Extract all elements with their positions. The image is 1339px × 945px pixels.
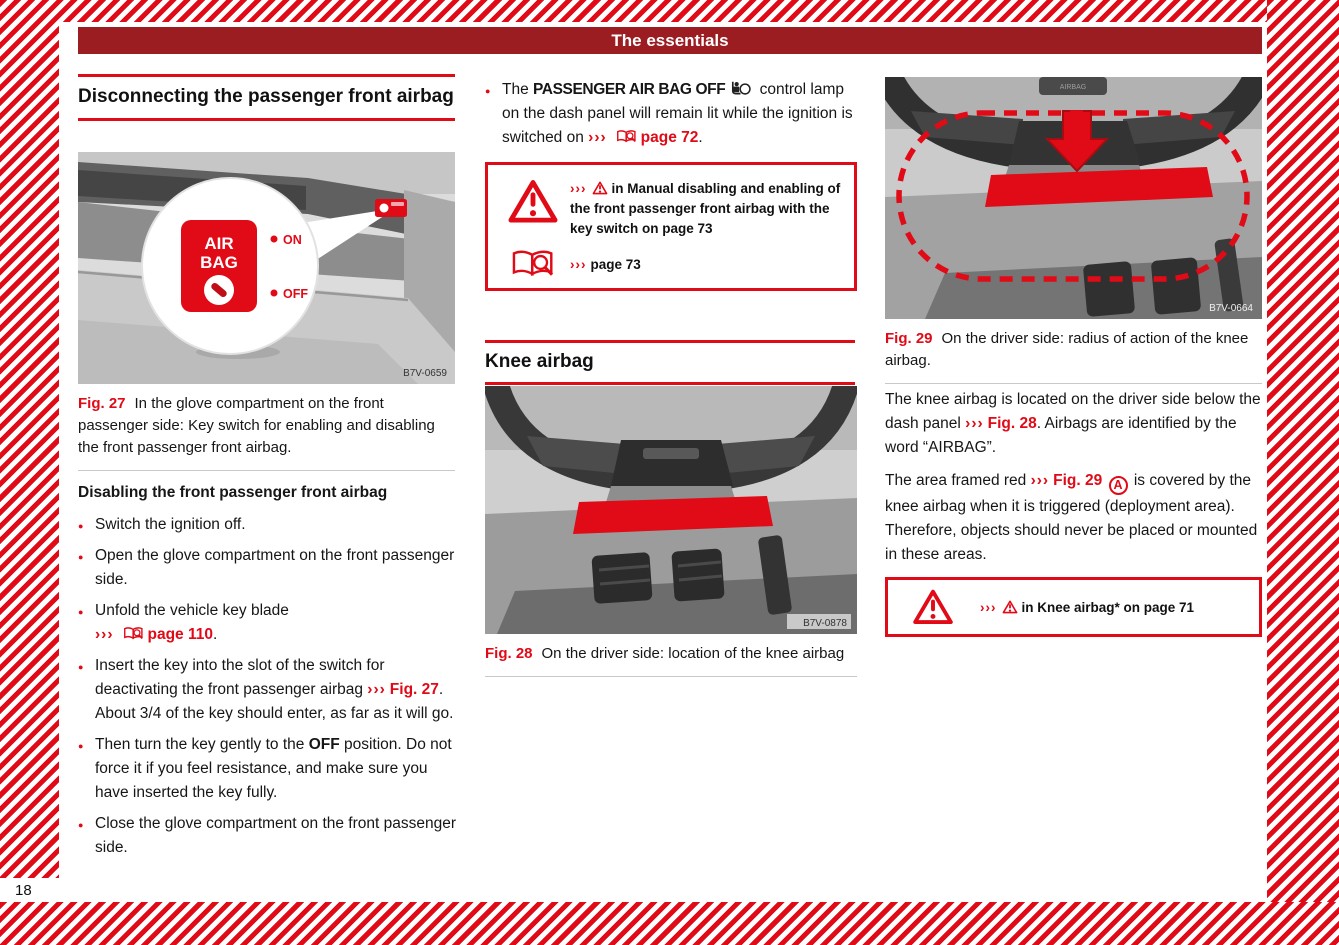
area-marker-a-icon: A xyxy=(1109,476,1128,495)
page-reference: page 110 xyxy=(147,626,213,643)
warning-page-ref xyxy=(570,254,641,275)
section-title-disconnecting-airbag: Disconnecting the passenger front airbag xyxy=(78,74,455,121)
passenger-airbag-off-note xyxy=(485,78,857,157)
figure-29 xyxy=(885,77,1262,384)
paragraph-knee-airbag-location xyxy=(885,388,1262,460)
figure-29-image-knee-airbag-radius xyxy=(885,77,1262,319)
figure-reference: Fig. 29 xyxy=(1053,472,1103,489)
figure-reference: Fig. 27 xyxy=(389,681,439,698)
passenger-airbag-off-icon xyxy=(730,80,751,96)
warning-triangle-icon xyxy=(507,178,559,225)
figure-27-caption xyxy=(78,384,455,471)
list-item xyxy=(78,733,458,805)
border-stripes-right xyxy=(1267,0,1339,902)
warning-text-body: in Knee airbag* on page 71 xyxy=(1021,599,1195,615)
chapter-header-banner: The essentials xyxy=(78,27,1262,54)
page-reference: page 72 xyxy=(640,129,699,146)
book-reference-icon xyxy=(510,248,556,280)
figure-29-code: B7V-0664 xyxy=(1209,303,1253,314)
figure-28-label: Fig. 28 xyxy=(485,645,533,662)
cross-ref-arrows: ››› xyxy=(95,626,114,643)
cross-ref-arrows: ››› xyxy=(588,129,607,146)
border-stripes-bottom xyxy=(0,902,1339,945)
figure-27-image-glovebox-key-switch xyxy=(78,152,455,384)
warning-text-body: in Manual disabling and enabling of the front passenger front airbag with the key switch on page 73 xyxy=(570,181,841,236)
cross-ref-arrows: ››› xyxy=(980,599,997,615)
page-number: 18 xyxy=(0,878,50,902)
border-stripes-top xyxy=(0,0,1339,22)
warning-text xyxy=(980,597,1194,618)
figure-27 xyxy=(78,152,455,471)
list-item-text: Switch the ignition off. xyxy=(95,516,246,533)
switch-off-label: OFF xyxy=(283,287,308,301)
lamp-label: PASSENGER AIR BAG OFF xyxy=(533,81,726,98)
paragraph-text: is covered by the knee airbag when it is triggered (deployment area). Therefore, objects should never be placed or mounted in these areas. xyxy=(885,472,1258,563)
list-item-text: position. Do not force it if you feel resistance, and make sure you have inserted the key fully. xyxy=(95,736,452,801)
figure-27-label: Fig. 27 xyxy=(78,395,126,412)
list-item xyxy=(78,599,458,647)
warning-row xyxy=(496,178,842,239)
book-reference-icon xyxy=(123,626,144,641)
list-item xyxy=(78,654,458,726)
list-item-text: Unfold the vehicle key blade xyxy=(95,602,289,619)
warning-box-knee-airbag xyxy=(885,577,1262,637)
list-item-text: . xyxy=(698,129,703,146)
list-item-text: . About 3/4 of the key should enter, as far as it will go. xyxy=(95,681,454,722)
paragraph-deployment-area xyxy=(885,469,1262,567)
warning-triangle-inline-icon xyxy=(1002,600,1018,614)
list-item xyxy=(485,78,857,150)
off-keyword: OFF xyxy=(308,736,340,753)
list-item-text: control lamp on the dash panel will remain lit while the ignition is switched on xyxy=(502,81,853,146)
figure-29-caption xyxy=(885,319,1262,384)
switch-text-air: AIR xyxy=(204,234,234,253)
warning-page-ref-text: page 73 xyxy=(590,256,641,272)
cross-ref-arrows: ››› xyxy=(1030,472,1050,489)
figure-28-image-knee-airbag-location xyxy=(485,386,857,634)
list-item-text: . xyxy=(213,626,218,643)
list-item-text: Then turn the key gently to the xyxy=(95,736,309,753)
switch-text-bag: BAG xyxy=(200,253,238,272)
figure-29-label: Fig. 29 xyxy=(885,330,933,347)
paragraph-text: The area framed red xyxy=(885,472,1031,489)
figure-29-caption-text: On the driver side: radius of action of the knee airbag. xyxy=(885,330,1249,369)
paragraph-text: The knee airbag is located on the driver side below the dash panel xyxy=(885,391,1261,432)
instruction-list xyxy=(78,513,458,867)
warning-row xyxy=(496,248,842,280)
list-item xyxy=(78,812,458,860)
warning-text xyxy=(570,178,842,239)
switch-on-label: ON xyxy=(283,233,302,247)
book-reference-icon xyxy=(616,129,637,144)
paragraph-text: . Airbags are identified by the word “AIRBAG”. xyxy=(885,415,1237,456)
figure-28 xyxy=(485,386,857,677)
list-item-text: Open the glove compartment on the front passenger side. xyxy=(95,547,455,588)
list-item xyxy=(78,513,458,537)
figure-27-caption-text: In the glove compartment on the front passenger side: Key switch for enabling and disabling the front passenger front airbag. xyxy=(78,395,435,456)
list-item-text: The xyxy=(502,81,534,98)
cross-ref-arrows: ››› xyxy=(965,415,984,432)
list-item-text: Insert the key into the slot of the switch for deactivating the front passenger airbag xyxy=(95,657,385,698)
warning-box-manual-disabling xyxy=(485,162,857,291)
cross-ref-arrows: ››› xyxy=(570,181,587,196)
warning-triangle-icon xyxy=(912,588,954,626)
figure-27-code: B7V-0659 xyxy=(403,368,447,379)
steering-hub-airbag-label: AIRBAG xyxy=(1059,84,1087,91)
subheading-disabling-airbag: Disabling the front passenger front airbag xyxy=(78,484,388,501)
cross-ref-arrows: ››› xyxy=(367,681,386,698)
list-item-text: Close the glove compartment on the front passenger side. xyxy=(95,815,457,856)
figure-reference: Fig. 28 xyxy=(987,415,1037,432)
figure-28-code: B7V-0878 xyxy=(803,618,847,629)
figure-28-caption xyxy=(485,634,857,677)
figure-28-caption-text: On the driver side: location of the knee airbag xyxy=(541,645,845,662)
warning-triangle-inline-icon xyxy=(592,181,608,195)
section-title-knee-airbag: Knee airbag xyxy=(485,340,855,385)
border-stripes-left xyxy=(0,0,59,878)
list-item xyxy=(78,544,458,592)
cross-ref-arrows: ››› xyxy=(570,256,587,272)
